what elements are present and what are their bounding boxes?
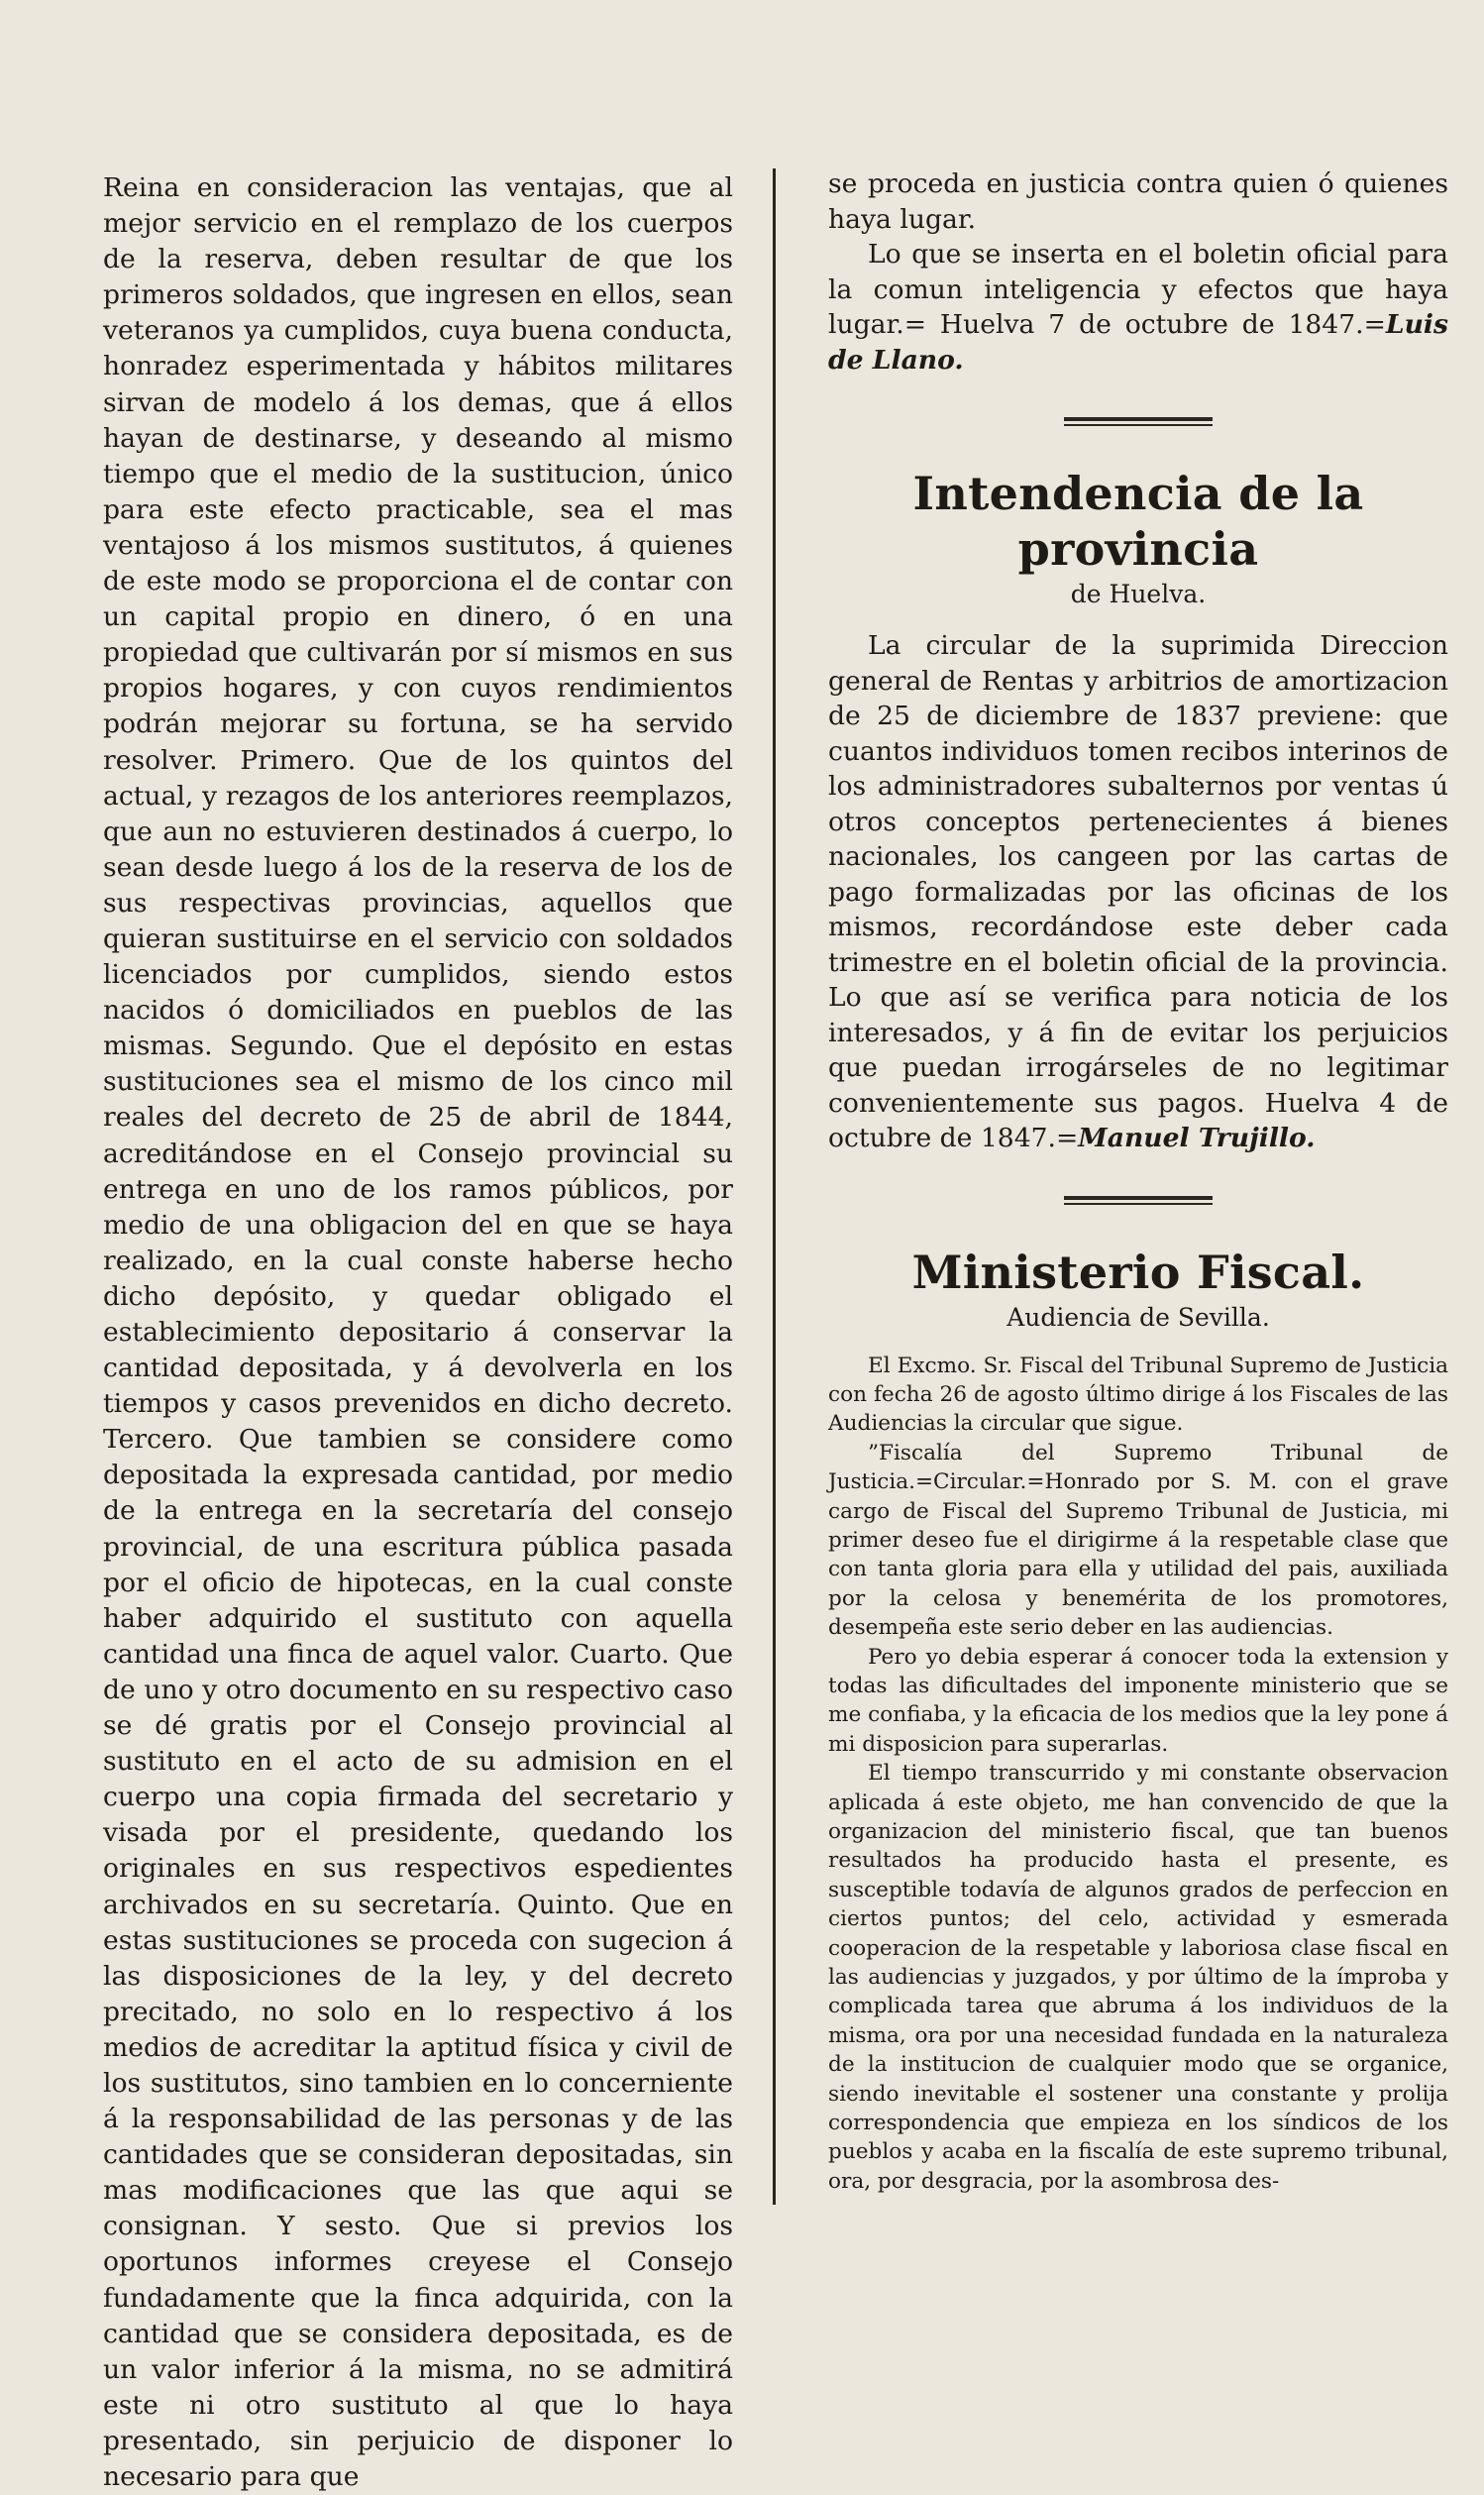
right-column [828,166,1448,2196]
intendencia-body [828,628,1448,1156]
closing-signature: Luis de Llano. [828,309,1448,376]
column-divider [773,168,776,2205]
ministerio-title: Ministerio Fiscal. [911,1245,1365,1299]
section-divider-1 [1064,417,1213,426]
intendencia-section [828,466,1448,1156]
intendencia-signature: Manuel Trujillo. [1078,1123,1316,1153]
ministerio-paragraph: ”Fiscalía del Supremo Tribunal de Justicia.=Circular.=Honrado por S. M. con el grave cargo de Fiscal del Supremo Tribunal de Justicia, mi primer deseo fue el dirigirme á la respetable clase que con tanta gloria para ella y utilidad del pais, auxiliada por la celosa y benemérita de los promotores, desempeña este serio deber en las audiencias. [828,1440,1448,1641]
ministerio-paragraph: El Excmo. Sr. Fiscal del Tribunal Supremo de Justicia con fecha 26 de agosto último dirige á los Fiscales de las Audiencias la circular que sigue. [828,1353,1448,1437]
closing-paragraph [828,237,1448,378]
ministerio-paragraph: Pero yo debia esperar á conocer toda la extension y todas las dificultades del imponente ministerio que se me confiaba, y la eficacia de los medios que la ley pone á mi disposicion para superarlas. [828,1644,1448,1757]
left-column-text: Reina en consideracion las ventajas, que al mejor servicio en el remplazo de los cuerpos de la reserva, deben resultar de que los primeros soldados, que ingresen en ellos, sean veteranos ya cumplidos, cuya buena conducta, honradez esperimentada y hábitos militares sirvan de modelo á los demas, que á ellos hayan de destinarse, y deseando al mismo tiempo que el medio de la sustitucion, único para este efecto practicable, sea el mas ventajoso á los mismos sustitutos, á quienes de este modo se proporciona el de contar con un capital propio en dinero, ó en una propiedad que cultivarán por sí mismos en sus propios hogares, y con cuyos rendimientos podrán mejorar su fortuna, se ha servido resolver. Primero. Que de los quintos del actual, y rezagos de los anteriores reemplazos, que aun no estuvieren destinados á cuerpo, lo sean desde luego á los de la reserva de los de sus respectivas provincias, aquellos que quieran sustituirse en el servicio con soldados licenciados por cumplidos, siendo estos nacidos ó domiciliados en pueblos de las mismas. Segundo. Que el depósito en estas sustituciones sea el mismo de los cinco mil reales del decreto de 25 de abril de 1844, acreditándose en el Consejo provincial su entrega en uno de los ramos públicos, por medio de una obligacion del en que se haya realizado, en la cual conste haberse hecho dicho depósito, y quedar obligado el establecimiento depositario á conservar la cantidad depositada, y á devolverla en los tiempos y casos prevenidos en dicho decreto. Tercero. Que tambien se considere como depositada la expresada cantidad, por medio de la entrega en la secretaría del consejo provincial, de una escritura pública pasada por el oficio de hipotecas, en la cual conste haber adquirido el sustituto con aquella cantidad una finca de aquel valor. Cuarto. Que de uno y otro documento en su respectivo caso se dé gratis por el Consejo provincial al sustituto en el acto de su admision en el cuerpo una copia firmada del secretario y visada por el presidente, quedando los originales en sus respectivos espedientes archivados en su secretaría. Quinto. Que en estas sustituciones se proceda con sugecion á las disposiciones de la ley, y del decreto precitado, no solo en lo respectivo á los medios de acreditar la aptitud física y civil de los sustitutos, sino tambien en lo concerniente á la responsabilidad de las personas y de las cantidades que se consideran depositadas, sin mas modificaciones que las que aqui se consignan. Y sesto. Que si previos los oportunos informes creyese el Consejo fundadamente que la finca adquirida, con la cantidad que se considera depositada, es de un valor inferior á la misma, no se admitirá este ni otro sustituto al que lo haya presentado, sin perjuicio de disponer lo necesario para que [103,172,733,2492]
closing-text: Lo que se inserta en el boletin oficial para la comun inteligencia y efectos que haya lugar.= Huelva 7 de octubre de 1847.= [828,239,1448,340]
ministerio-section [828,1245,1448,2197]
intendencia-text: La circular de la suprimida Direccion general de Rentas y arbitrios de amortizacion de 25 de diciembre de 1837 previene: que cuantos individuos tomen recibos interinos de los administradores subalternos por ventas ú otros conceptos pertenecientes á bienes nacionales, los cangeen por las cartas de pago formalizadas por las oficinas de los mismos, recordándose este deber cada trimestre en el boletin oficial de la provincia. Lo que así se verifica para noticia de los interesados, y á fin de evitar los perjuicios que puedan irrogárseles de no legitimar convenientemente sus pagos. Huelva 4 de octubre de 1847.= [828,630,1448,1153]
intendencia-subtitle: de Huelva. [1070,580,1207,608]
ministerio-paragraph: El tiempo transcurrido y mi constante observacion aplicada á este objeto, me han convencido de que la organizacion del ministerio fiscal, que tan buenos resultados ha producido hasta el presente, es susceptible todavía de algunos grados de perfeccion en ciertos puntos; del celo, actividad y esmerada cooperacion de la respetable y laboriosa clase fiscal en las audiencias y juzgados, y por último de la ímproba y complicada tarea que abruma á los individuos de la misma, ora por una necesidad fundada en la naturaleza de la institucion de cualquier modo que se organice, siendo inevitable el sostener una constante y prolija correspondencia que empieza en los síndicos de los pueblos y acaba en la fiscalía de este supremo tribunal, ora, por desgracia, por la asombrosa des- [828,1761,1448,2194]
ministerio-subtitle: Audiencia de Sevilla. [1007,1302,1270,1332]
continuation-text: se proceda en justicia contra quien ó quienes haya lugar. [828,168,1448,235]
section-divider-2 [1064,1196,1213,1205]
intendencia-title: Intendencia de la provincia [912,467,1364,576]
left-column [103,170,733,2495]
